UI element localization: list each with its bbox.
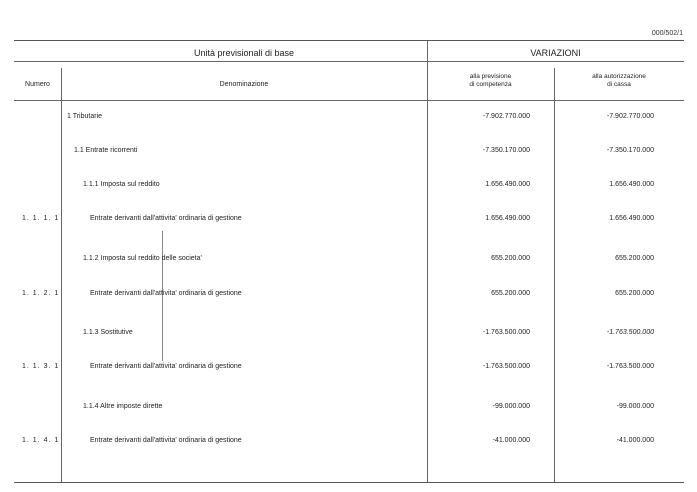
table-row xyxy=(14,215,684,227)
table-row xyxy=(14,329,684,341)
row-cassa: 655.200.000 xyxy=(615,290,654,297)
table-row xyxy=(14,363,684,375)
unita-title: Unità previsionali di base xyxy=(193,48,295,58)
row-denominazione: 1.1.3 Sostitutive xyxy=(83,329,133,336)
row-competenza: -1.763.500.000 xyxy=(482,329,530,336)
row-competenza: -41.000.000 xyxy=(492,437,530,444)
document-code: 000/502/1 xyxy=(651,30,683,37)
row-competenza: -7.902.770.000 xyxy=(482,113,530,120)
row-competenza: 655.200.000 xyxy=(491,255,530,262)
cassa-header-line2: di cassa xyxy=(607,80,631,88)
row-competenza: -1.763.500.000 xyxy=(482,363,530,370)
row-numero: 1. 1. 2. 1 xyxy=(22,290,60,297)
row-cassa: -7.350.170.000 xyxy=(606,147,654,154)
denominazione-header: Denominazione xyxy=(219,81,269,88)
cassa-header-line1: alla autorizzazione xyxy=(592,73,646,80)
numero-header: Numero xyxy=(25,81,50,88)
table-row xyxy=(14,113,684,125)
row-cassa: -99.000.000 xyxy=(616,403,654,410)
row-denominazione: 1 Tributarie xyxy=(67,113,103,120)
row-denominazione: 1.1.1 Imposta sul reddito xyxy=(83,181,160,188)
table-row xyxy=(14,437,684,449)
row-cassa: 1.656.490.000 xyxy=(609,181,654,188)
competenza-header-line2: di competenza xyxy=(469,80,512,88)
row-denominazione: Entrate derivanti dall'attivita' ordinaria di gestione xyxy=(90,363,242,370)
row-cassa: -7.902.770.000 xyxy=(606,113,654,120)
row-denominazione: Entrate derivanti dall'attivita' ordinaria di gestione xyxy=(90,215,242,222)
row-cassa: -1.763.500.000 xyxy=(606,329,654,336)
row-denominazione: 1.1 Entrate ricorrenti xyxy=(74,147,138,154)
row-competenza: -99.000.000 xyxy=(492,403,530,410)
row-cassa: 1.656.490.000 xyxy=(609,215,654,222)
budget-table xyxy=(14,40,684,483)
table-row xyxy=(14,147,684,159)
row-competenza: 1.656.490.000 xyxy=(485,181,530,188)
header-divider-1 xyxy=(14,61,684,62)
row-numero: 1. 1. 3. 1 xyxy=(22,363,60,370)
table-row xyxy=(14,255,684,267)
row-numero: 1. 1. 1. 1 xyxy=(22,215,60,222)
divider-numero xyxy=(61,68,62,482)
competenza-header xyxy=(427,73,554,88)
table-row xyxy=(14,181,684,193)
row-denominazione: Entrate derivanti dall'attivita' ordinaria di gestione xyxy=(90,437,242,444)
cassa-header xyxy=(554,73,684,88)
row-numero: 1. 1. 4. 1 xyxy=(22,437,60,444)
table-row xyxy=(14,290,684,302)
row-competenza: -7.350.170.000 xyxy=(482,147,530,154)
row-cassa: -41.000.000 xyxy=(616,437,654,444)
row-cassa: -1.763.500.000 xyxy=(606,363,654,370)
row-competenza: 1.656.490.000 xyxy=(485,215,530,222)
row-denominazione: 1.1.2 Imposta sul reddito delle societa' xyxy=(83,255,202,262)
variazioni-title: VARIAZIONI xyxy=(530,48,581,58)
row-competenza: 655.200.000 xyxy=(491,290,530,297)
competenza-header-line1: alla previsione xyxy=(469,73,512,80)
row-cassa: 655.200.000 xyxy=(615,255,654,262)
header-divider-2 xyxy=(14,100,684,101)
row-denominazione: 1.1.4 Altre imposte dirette xyxy=(83,403,163,410)
row-denominazione: Entrate derivanti dall'attivita' ordinaria di gestione xyxy=(90,290,242,297)
table-row xyxy=(14,403,684,415)
divider-cassa xyxy=(554,68,555,482)
